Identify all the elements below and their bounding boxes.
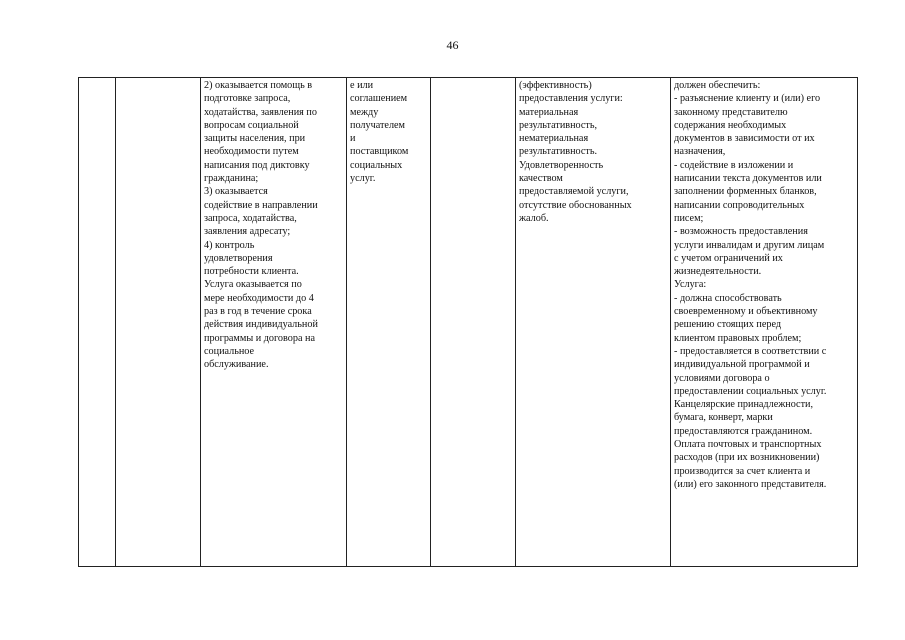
table-cell-service-description: 2) оказывается помощь в подготовке запроса, ходатайства, заявления по вопросам социальной защиты населения, при необходимости путем написания под диктовку гражданина; 3) оказывается содействие в направлении запроса, ходатайства, заявления адресату; 4) контроль удовлетворения потребности клиента. Услуга оказывается по мере необходимости до 4 раз в год в течение срока действия индивидуальной программы и договора на социальное обслуживание.	[201, 78, 347, 567]
table-cell-effectiveness: (эффективность) предоставления услуги: материальная результативность, нематериальная результативность. Удовлетворенность качеством предоставляемой услуги, отсутствие обоснованных жалоб.	[516, 78, 671, 567]
page-number: 46	[446, 38, 459, 52]
table-cell-5	[431, 78, 516, 567]
table-cell-agreement: е или соглашением между получателем и поставщиком социальных услуг.	[347, 78, 431, 567]
table-cell-2	[116, 78, 201, 567]
services-table	[78, 77, 858, 567]
table-row	[79, 78, 858, 567]
table-cell-1	[79, 78, 116, 567]
table-cell-conditions: должен обеспечить: - разъяснение клиенту и (или) его законному представителю содержания необходимых документов в зависимости от их назначения, - содействие в изложении и написании текста документов или заполнении форменных бланков, написании сопроводительных писем; - возможность предоставления услуги инвалидам и другим лицам с учетом ограничений их жизнедеятельности. Услуга: - должна способствовать своевременному и объективному решению стоящих перед клиентом правовых проблем; - предоставляется в соответствии с индивидуальной программой и условиями договора о предоставлении социальных услуг. Канцелярские принадлежности, бумага, конверт, марки предоставляются гражданином. Оплата почтовых и транспортных расходов (при их возникновении) производится за счет клиента и (или) его законного представителя.	[671, 78, 858, 567]
